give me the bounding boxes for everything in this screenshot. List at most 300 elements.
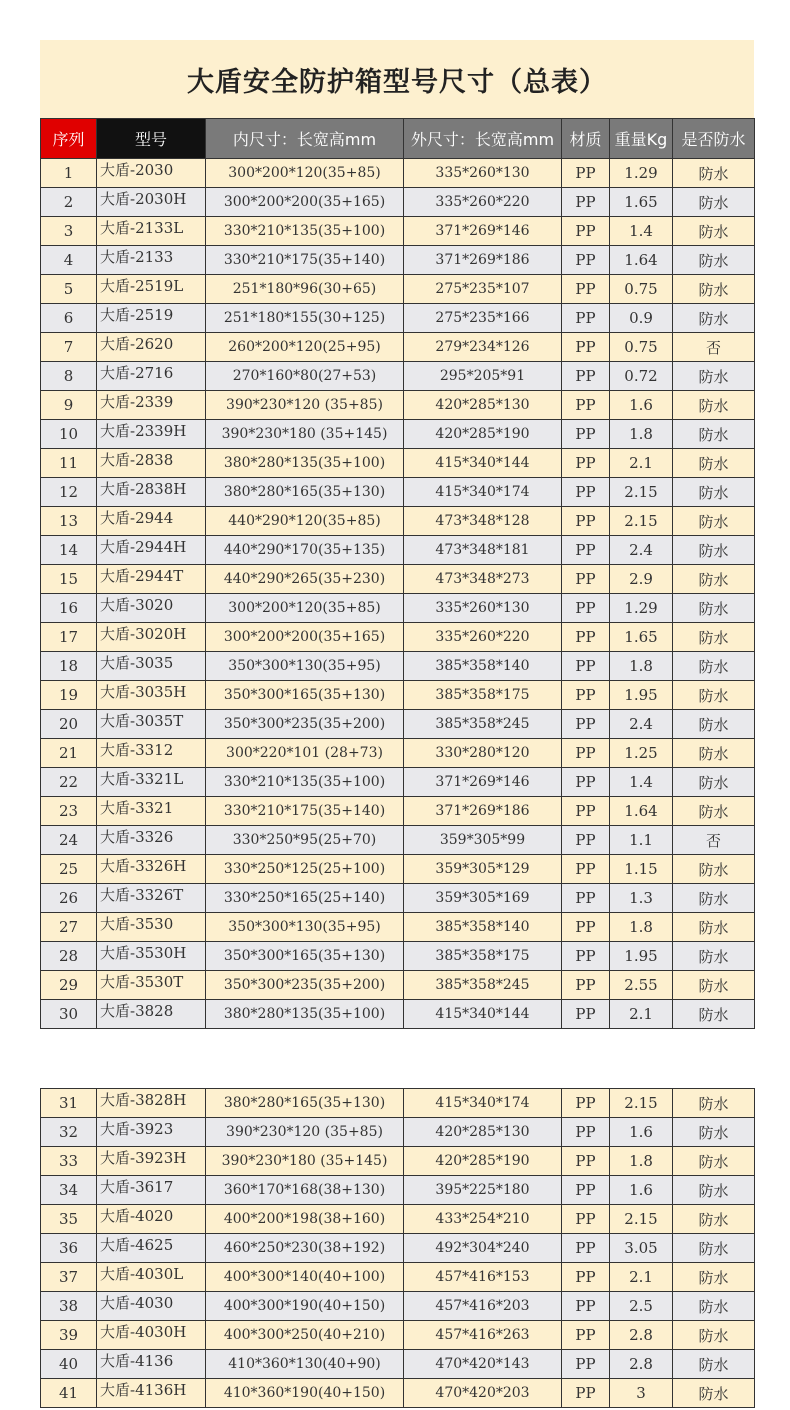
cell-model: 大盾-3321L bbox=[97, 768, 206, 797]
cell-outer-size: 457*416*153 bbox=[404, 1263, 562, 1292]
table-row bbox=[41, 1205, 755, 1234]
cell-material: PP bbox=[562, 681, 610, 710]
cell-waterproof: 防水 bbox=[673, 507, 755, 536]
cell-weight: 1.1 bbox=[610, 826, 673, 855]
table-row bbox=[41, 855, 755, 884]
cell-waterproof: 防水 bbox=[673, 884, 755, 913]
cell-index: 11 bbox=[41, 449, 97, 478]
cell-index: 19 bbox=[41, 681, 97, 710]
cell-inner-size: 390*230*180 (35+145) bbox=[206, 1147, 404, 1176]
cell-outer-size: 371*269*186 bbox=[404, 797, 562, 826]
cell-model: 大盾-3326 bbox=[97, 826, 206, 855]
cell-material: PP bbox=[562, 565, 610, 594]
cell-index: 20 bbox=[41, 710, 97, 739]
cell-material: PP bbox=[562, 797, 610, 826]
cell-waterproof: 防水 bbox=[673, 246, 755, 275]
cell-outer-size: 473*348*273 bbox=[404, 565, 562, 594]
cell-material: PP bbox=[562, 1292, 610, 1321]
cell-weight: 1.8 bbox=[610, 420, 673, 449]
cell-index: 18 bbox=[41, 652, 97, 681]
cell-material: PP bbox=[562, 652, 610, 681]
cell-index: 3 bbox=[41, 217, 97, 246]
cell-index: 31 bbox=[41, 1089, 97, 1118]
cell-material: PP bbox=[562, 507, 610, 536]
cell-index: 37 bbox=[41, 1263, 97, 1292]
cell-weight: 0.75 bbox=[610, 275, 673, 304]
cell-weight: 2.15 bbox=[610, 1089, 673, 1118]
cell-model: 大盾-4030 bbox=[97, 1292, 206, 1321]
table-header-row bbox=[41, 119, 755, 159]
cell-model: 大盾-3326T bbox=[97, 884, 206, 913]
cell-weight: 1.95 bbox=[610, 942, 673, 971]
cell-model: 大盾-2944 bbox=[97, 507, 206, 536]
table-row bbox=[41, 159, 755, 188]
cell-material: PP bbox=[562, 1379, 610, 1408]
cell-weight: 2.4 bbox=[610, 710, 673, 739]
cell-outer-size: 415*340*144 bbox=[404, 1000, 562, 1029]
cell-outer-size: 492*304*240 bbox=[404, 1234, 562, 1263]
cell-inner-size: 380*280*165(35+130) bbox=[206, 1089, 404, 1118]
table-row bbox=[41, 652, 755, 681]
cell-outer-size: 420*285*190 bbox=[404, 1147, 562, 1176]
cell-index: 8 bbox=[41, 362, 97, 391]
cell-weight: 2.8 bbox=[610, 1321, 673, 1350]
cell-inner-size: 330*210*135(35+100) bbox=[206, 768, 404, 797]
cell-material: PP bbox=[562, 1000, 610, 1029]
cell-weight: 0.75 bbox=[610, 333, 673, 362]
cell-weight: 1.6 bbox=[610, 1176, 673, 1205]
cell-weight: 1.64 bbox=[610, 797, 673, 826]
table-row bbox=[41, 391, 755, 420]
cell-weight: 0.9 bbox=[610, 304, 673, 333]
cell-material: PP bbox=[562, 739, 610, 768]
table-row bbox=[41, 942, 755, 971]
cell-model: 大盾-3923H bbox=[97, 1147, 206, 1176]
cell-waterproof: 防水 bbox=[673, 188, 755, 217]
cell-model: 大盾-3020H bbox=[97, 623, 206, 652]
cell-inner-size: 400*300*140(40+100) bbox=[206, 1263, 404, 1292]
spec-table-part-2 bbox=[40, 1088, 755, 1408]
cell-index: 23 bbox=[41, 797, 97, 826]
cell-material: PP bbox=[562, 159, 610, 188]
table-row bbox=[41, 536, 755, 565]
cell-weight: 2.8 bbox=[610, 1350, 673, 1379]
cell-waterproof: 防水 bbox=[673, 652, 755, 681]
cell-weight: 1.4 bbox=[610, 768, 673, 797]
header-material: 材质 bbox=[562, 119, 610, 159]
cell-material: PP bbox=[562, 710, 610, 739]
cell-material: PP bbox=[562, 246, 610, 275]
cell-inner-size: 350*300*235(35+200) bbox=[206, 971, 404, 1000]
cell-index: 30 bbox=[41, 1000, 97, 1029]
cell-model: 大盾-2716 bbox=[97, 362, 206, 391]
cell-outer-size: 415*340*174 bbox=[404, 478, 562, 507]
cell-inner-size: 440*290*265(35+230) bbox=[206, 565, 404, 594]
cell-inner-size: 330*210*175(35+140) bbox=[206, 246, 404, 275]
cell-index: 22 bbox=[41, 768, 97, 797]
cell-inner-size: 270*160*80(27+53) bbox=[206, 362, 404, 391]
table-row bbox=[41, 826, 755, 855]
table-row bbox=[41, 594, 755, 623]
header-waterproof: 是否防水 bbox=[673, 119, 755, 159]
cell-model: 大盾-3321 bbox=[97, 797, 206, 826]
cell-material: PP bbox=[562, 768, 610, 797]
cell-material: PP bbox=[562, 971, 610, 1000]
cell-waterproof: 防水 bbox=[673, 681, 755, 710]
cell-index: 13 bbox=[41, 507, 97, 536]
cell-index: 6 bbox=[41, 304, 97, 333]
cell-outer-size: 295*205*91 bbox=[404, 362, 562, 391]
cell-outer-size: 279*234*126 bbox=[404, 333, 562, 362]
header-weight: 重量Kg bbox=[610, 119, 673, 159]
header-outer-size: 外尺寸：长宽高mm bbox=[404, 119, 562, 159]
cell-inner-size: 380*280*165(35+130) bbox=[206, 478, 404, 507]
table-row bbox=[41, 565, 755, 594]
cell-index: 27 bbox=[41, 913, 97, 942]
cell-index: 36 bbox=[41, 1234, 97, 1263]
cell-outer-size: 420*285*130 bbox=[404, 391, 562, 420]
table-row bbox=[41, 188, 755, 217]
cell-material: PP bbox=[562, 594, 610, 623]
cell-model: 大盾-4625 bbox=[97, 1234, 206, 1263]
cell-material: PP bbox=[562, 420, 610, 449]
cell-outer-size: 385*358*140 bbox=[404, 913, 562, 942]
cell-outer-size: 359*305*169 bbox=[404, 884, 562, 913]
cell-material: PP bbox=[562, 275, 610, 304]
cell-index: 39 bbox=[41, 1321, 97, 1350]
cell-index: 26 bbox=[41, 884, 97, 913]
cell-material: PP bbox=[562, 333, 610, 362]
cell-waterproof: 防水 bbox=[673, 565, 755, 594]
cell-inner-size: 300*200*120(35+85) bbox=[206, 594, 404, 623]
cell-waterproof: 防水 bbox=[673, 623, 755, 652]
cell-model: 大盾-4020 bbox=[97, 1205, 206, 1234]
cell-index: 32 bbox=[41, 1118, 97, 1147]
cell-waterproof: 防水 bbox=[673, 1118, 755, 1147]
cell-index: 14 bbox=[41, 536, 97, 565]
cell-index: 9 bbox=[41, 391, 97, 420]
cell-outer-size: 473*348*181 bbox=[404, 536, 562, 565]
cell-inner-size: 380*280*135(35+100) bbox=[206, 1000, 404, 1029]
cell-index: 40 bbox=[41, 1350, 97, 1379]
header-inner-size: 内尺寸：长宽高mm bbox=[206, 119, 404, 159]
cell-waterproof: 防水 bbox=[673, 1176, 755, 1205]
cell-model: 大盾-3530H bbox=[97, 942, 206, 971]
cell-outer-size: 385*358*245 bbox=[404, 971, 562, 1000]
cell-waterproof: 防水 bbox=[673, 1147, 755, 1176]
cell-weight: 1.64 bbox=[610, 246, 673, 275]
cell-inner-size: 390*230*120 (35+85) bbox=[206, 1118, 404, 1147]
cell-material: PP bbox=[562, 1205, 610, 1234]
cell-outer-size: 470*420*143 bbox=[404, 1350, 562, 1379]
cell-waterproof: 防水 bbox=[673, 449, 755, 478]
cell-outer-size: 420*285*190 bbox=[404, 420, 562, 449]
cell-model: 大盾-3326H bbox=[97, 855, 206, 884]
cell-model: 大盾-4136H bbox=[97, 1379, 206, 1408]
cell-index: 21 bbox=[41, 739, 97, 768]
cell-outer-size: 473*348*128 bbox=[404, 507, 562, 536]
cell-inner-size: 400*300*190(40+150) bbox=[206, 1292, 404, 1321]
cell-inner-size: 380*280*135(35+100) bbox=[206, 449, 404, 478]
cell-weight: 1.6 bbox=[610, 391, 673, 420]
cell-waterproof: 防水 bbox=[673, 1000, 755, 1029]
cell-material: PP bbox=[562, 536, 610, 565]
cell-outer-size: 470*420*203 bbox=[404, 1379, 562, 1408]
cell-outer-size: 359*305*129 bbox=[404, 855, 562, 884]
cell-waterproof: 防水 bbox=[673, 362, 755, 391]
cell-weight: 1.29 bbox=[610, 594, 673, 623]
cell-outer-size: 330*280*120 bbox=[404, 739, 562, 768]
cell-index: 12 bbox=[41, 478, 97, 507]
cell-waterproof: 防水 bbox=[673, 478, 755, 507]
table-row bbox=[41, 275, 755, 304]
cell-waterproof: 防水 bbox=[673, 1234, 755, 1263]
cell-inner-size: 300*220*101 (28+73) bbox=[206, 739, 404, 768]
cell-index: 41 bbox=[41, 1379, 97, 1408]
cell-inner-size: 440*290*170(35+135) bbox=[206, 536, 404, 565]
cell-weight: 2.15 bbox=[610, 1205, 673, 1234]
cell-waterproof: 防水 bbox=[673, 1321, 755, 1350]
cell-model: 大盾-3923 bbox=[97, 1118, 206, 1147]
cell-weight: 2.4 bbox=[610, 536, 673, 565]
cell-index: 15 bbox=[41, 565, 97, 594]
cell-index: 1 bbox=[41, 159, 97, 188]
table-row bbox=[41, 1000, 755, 1029]
cell-model: 大盾-2030 bbox=[97, 159, 206, 188]
cell-waterproof: 防水 bbox=[673, 159, 755, 188]
cell-weight: 1.95 bbox=[610, 681, 673, 710]
cell-model: 大盾-2133 bbox=[97, 246, 206, 275]
cell-weight: 1.25 bbox=[610, 739, 673, 768]
cell-waterproof: 防水 bbox=[673, 1379, 755, 1408]
cell-model: 大盾-2339H bbox=[97, 420, 206, 449]
cell-model: 大盾-2133L bbox=[97, 217, 206, 246]
cell-material: PP bbox=[562, 217, 610, 246]
cell-material: PP bbox=[562, 942, 610, 971]
table-row bbox=[41, 478, 755, 507]
cell-waterproof: 否 bbox=[673, 333, 755, 362]
cell-inner-size: 350*300*235(35+200) bbox=[206, 710, 404, 739]
cell-material: PP bbox=[562, 826, 610, 855]
cell-index: 10 bbox=[41, 420, 97, 449]
cell-model: 大盾-2838 bbox=[97, 449, 206, 478]
table-row bbox=[41, 768, 755, 797]
cell-inner-size: 390*230*120 (35+85) bbox=[206, 391, 404, 420]
cell-weight: 2.9 bbox=[610, 565, 673, 594]
cell-waterproof: 防水 bbox=[673, 275, 755, 304]
cell-material: PP bbox=[562, 1118, 610, 1147]
cell-waterproof: 防水 bbox=[673, 536, 755, 565]
cell-outer-size: 385*358*140 bbox=[404, 652, 562, 681]
table-gap bbox=[40, 1072, 754, 1088]
table-row bbox=[41, 971, 755, 1000]
cell-waterproof: 防水 bbox=[673, 217, 755, 246]
table-row bbox=[41, 1379, 755, 1408]
cell-weight: 1.4 bbox=[610, 217, 673, 246]
cell-inner-size: 260*200*120(25+95) bbox=[206, 333, 404, 362]
table-row bbox=[41, 507, 755, 536]
cell-index: 4 bbox=[41, 246, 97, 275]
cell-model: 大盾-2944T bbox=[97, 565, 206, 594]
cell-inner-size: 350*300*130(35+95) bbox=[206, 652, 404, 681]
cell-material: PP bbox=[562, 478, 610, 507]
cell-index: 5 bbox=[41, 275, 97, 304]
table-row bbox=[41, 710, 755, 739]
cell-index: 33 bbox=[41, 1147, 97, 1176]
cell-weight: 1.65 bbox=[610, 188, 673, 217]
cell-model: 大盾-4136 bbox=[97, 1350, 206, 1379]
spec-table-part-1 bbox=[40, 118, 755, 1029]
cell-material: PP bbox=[562, 623, 610, 652]
cell-waterproof: 防水 bbox=[673, 304, 755, 333]
cell-outer-size: 415*340*144 bbox=[404, 449, 562, 478]
cell-model: 大盾-2339 bbox=[97, 391, 206, 420]
table-row bbox=[41, 217, 755, 246]
cell-outer-size: 371*269*146 bbox=[404, 217, 562, 246]
cell-weight: 2.55 bbox=[610, 971, 673, 1000]
cell-weight: 2.5 bbox=[610, 1292, 673, 1321]
cell-waterproof: 防水 bbox=[673, 1205, 755, 1234]
cell-model: 大盾-4030H bbox=[97, 1321, 206, 1350]
cell-index: 2 bbox=[41, 188, 97, 217]
cell-weight: 2.15 bbox=[610, 507, 673, 536]
cell-material: PP bbox=[562, 449, 610, 478]
cell-model: 大盾-3020 bbox=[97, 594, 206, 623]
cell-inner-size: 330*250*165(25+140) bbox=[206, 884, 404, 913]
cell-waterproof: 防水 bbox=[673, 1263, 755, 1292]
cell-waterproof: 防水 bbox=[673, 739, 755, 768]
cell-waterproof: 防水 bbox=[673, 855, 755, 884]
table-row bbox=[41, 1350, 755, 1379]
cell-inner-size: 350*300*130(35+95) bbox=[206, 913, 404, 942]
cell-inner-size: 300*200*200(35+165) bbox=[206, 188, 404, 217]
cell-waterproof: 防水 bbox=[673, 391, 755, 420]
cell-index: 24 bbox=[41, 826, 97, 855]
cell-inner-size: 410*360*130(40+90) bbox=[206, 1350, 404, 1379]
cell-model: 大盾-3617 bbox=[97, 1176, 206, 1205]
table-row bbox=[41, 1321, 755, 1350]
cell-outer-size: 457*416*203 bbox=[404, 1292, 562, 1321]
table-row bbox=[41, 1234, 755, 1263]
cell-waterproof: 防水 bbox=[673, 1292, 755, 1321]
cell-material: PP bbox=[562, 1176, 610, 1205]
cell-waterproof: 否 bbox=[673, 826, 755, 855]
cell-inner-size: 330*210*175(35+140) bbox=[206, 797, 404, 826]
cell-outer-size: 385*358*175 bbox=[404, 942, 562, 971]
cell-waterproof: 防水 bbox=[673, 768, 755, 797]
cell-outer-size: 359*305*99 bbox=[404, 826, 562, 855]
cell-weight: 1.29 bbox=[610, 159, 673, 188]
cell-inner-size: 400*200*198(38+160) bbox=[206, 1205, 404, 1234]
cell-inner-size: 350*300*165(35+130) bbox=[206, 681, 404, 710]
table-row bbox=[41, 246, 755, 275]
cell-index: 17 bbox=[41, 623, 97, 652]
table-row bbox=[41, 333, 755, 362]
table-row bbox=[41, 739, 755, 768]
cell-material: PP bbox=[562, 1321, 610, 1350]
table-row bbox=[41, 1263, 755, 1292]
cell-waterproof: 防水 bbox=[673, 1350, 755, 1379]
cell-outer-size: 335*260*130 bbox=[404, 594, 562, 623]
cell-model: 大盾-2519 bbox=[97, 304, 206, 333]
cell-inner-size: 350*300*165(35+130) bbox=[206, 942, 404, 971]
cell-material: PP bbox=[562, 1147, 610, 1176]
cell-model: 大盾-3828 bbox=[97, 1000, 206, 1029]
cell-waterproof: 防水 bbox=[673, 797, 755, 826]
cell-material: PP bbox=[562, 855, 610, 884]
cell-outer-size: 275*235*107 bbox=[404, 275, 562, 304]
table-row bbox=[41, 1292, 755, 1321]
cell-model: 大盾-2944H bbox=[97, 536, 206, 565]
table-row bbox=[41, 449, 755, 478]
cell-outer-size: 395*225*180 bbox=[404, 1176, 562, 1205]
cell-inner-size: 400*300*250(40+210) bbox=[206, 1321, 404, 1350]
cell-index: 7 bbox=[41, 333, 97, 362]
cell-weight: 2.1 bbox=[610, 1000, 673, 1029]
cell-material: PP bbox=[562, 304, 610, 333]
cell-outer-size: 335*260*130 bbox=[404, 159, 562, 188]
table-row bbox=[41, 420, 755, 449]
cell-model: 大盾-4030L bbox=[97, 1263, 206, 1292]
cell-index: 35 bbox=[41, 1205, 97, 1234]
cell-inner-size: 360*170*168(38+130) bbox=[206, 1176, 404, 1205]
cell-outer-size: 415*340*174 bbox=[404, 1089, 562, 1118]
cell-outer-size: 335*260*220 bbox=[404, 188, 562, 217]
cell-model: 大盾-3312 bbox=[97, 739, 206, 768]
cell-outer-size: 457*416*263 bbox=[404, 1321, 562, 1350]
cell-weight: 1.3 bbox=[610, 884, 673, 913]
cell-model: 大盾-3530T bbox=[97, 971, 206, 1000]
cell-weight: 1.6 bbox=[610, 1118, 673, 1147]
table-row bbox=[41, 623, 755, 652]
cell-material: PP bbox=[562, 1089, 610, 1118]
table-row bbox=[41, 1089, 755, 1118]
header-index: 序列 bbox=[41, 119, 97, 159]
cell-model: 大盾-3530 bbox=[97, 913, 206, 942]
cell-model: 大盾-3035T bbox=[97, 710, 206, 739]
cell-inner-size: 300*200*120(35+85) bbox=[206, 159, 404, 188]
cell-waterproof: 防水 bbox=[673, 971, 755, 1000]
cell-index: 28 bbox=[41, 942, 97, 971]
cell-outer-size: 385*358*175 bbox=[404, 681, 562, 710]
table-row bbox=[41, 681, 755, 710]
cell-model: 大盾-2620 bbox=[97, 333, 206, 362]
cell-waterproof: 防水 bbox=[673, 913, 755, 942]
cell-index: 29 bbox=[41, 971, 97, 1000]
cell-waterproof: 防水 bbox=[673, 420, 755, 449]
cell-index: 34 bbox=[41, 1176, 97, 1205]
cell-outer-size: 371*269*146 bbox=[404, 768, 562, 797]
table-row bbox=[41, 1118, 755, 1147]
header-model: 型号 bbox=[97, 119, 206, 159]
cell-outer-size: 385*358*245 bbox=[404, 710, 562, 739]
cell-weight: 3.05 bbox=[610, 1234, 673, 1263]
cell-model: 大盾-2030H bbox=[97, 188, 206, 217]
spec-sheet bbox=[40, 40, 754, 1410]
cell-material: PP bbox=[562, 884, 610, 913]
cell-model: 大盾-3035H bbox=[97, 681, 206, 710]
cell-index: 16 bbox=[41, 594, 97, 623]
cell-model: 大盾-2838H bbox=[97, 478, 206, 507]
cell-inner-size: 251*180*155(30+125) bbox=[206, 304, 404, 333]
cell-inner-size: 330*250*95(25+70) bbox=[206, 826, 404, 855]
cell-model: 大盾-3035 bbox=[97, 652, 206, 681]
cell-material: PP bbox=[562, 1234, 610, 1263]
cell-weight: 0.72 bbox=[610, 362, 673, 391]
cell-model: 大盾-2519L bbox=[97, 275, 206, 304]
cell-material: PP bbox=[562, 362, 610, 391]
cell-weight: 2.1 bbox=[610, 449, 673, 478]
